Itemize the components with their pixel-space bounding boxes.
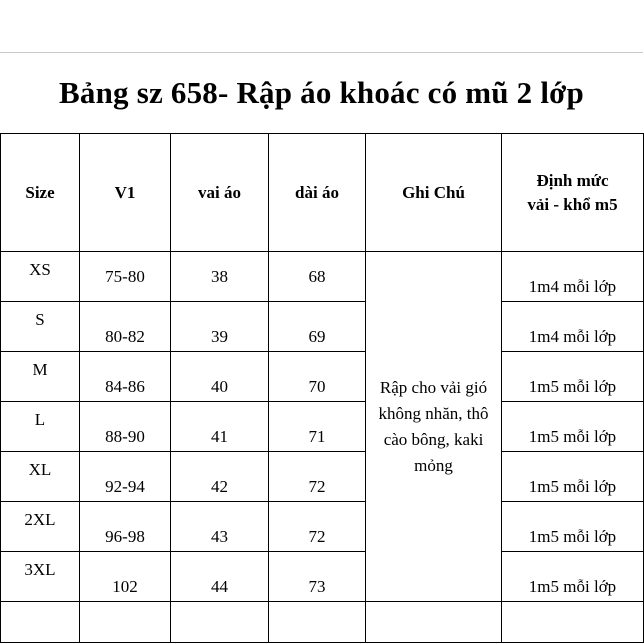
v1-cell: 102: [80, 552, 171, 602]
empty-cell: [502, 602, 644, 643]
dinh-muc-cell: 1m5 mỗi lớp: [502, 402, 644, 452]
header-dinh-muc: [502, 134, 644, 252]
header-size: Size: [1, 134, 80, 252]
size-cell: 3XL: [1, 552, 80, 602]
header-dai-ao: dài áo: [269, 134, 366, 252]
dai-cell: 68: [269, 252, 366, 302]
vai-cell: 42: [171, 452, 269, 502]
note-line: cào bông, kaki: [383, 429, 484, 449]
note-line: không nhăn, thô: [378, 403, 489, 423]
vai-cell: 44: [171, 552, 269, 602]
dai-cell: 69: [269, 302, 366, 352]
dinh-muc-cell: 1m5 mỗi lớp: [502, 452, 644, 502]
v1-cell: 88-90: [80, 402, 171, 452]
empty-row: [1, 602, 644, 643]
table-row: [1, 302, 644, 352]
v1-cell: 80-82: [80, 302, 171, 352]
size-cell: L: [1, 402, 80, 452]
v1-cell: 96-98: [80, 502, 171, 552]
dai-cell: 70: [269, 352, 366, 402]
note-line: mỏng: [414, 455, 453, 475]
empty-cell: [269, 602, 366, 643]
v1-cell: 92-94: [80, 452, 171, 502]
empty-cell: [366, 602, 502, 643]
dai-cell: 72: [269, 452, 366, 502]
header-dinh-muc-line1: Định mức: [536, 170, 609, 190]
dinh-muc-cell: 1m4 mỗi lớp: [502, 252, 644, 302]
table-row: [1, 452, 644, 502]
dinh-muc-cell: 1m4 mỗi lớp: [502, 302, 644, 352]
header-row: [1, 134, 644, 252]
size-table: [0, 133, 644, 643]
vai-cell: 40: [171, 352, 269, 402]
vai-cell: 39: [171, 302, 269, 352]
size-cell: XS: [1, 252, 80, 302]
table-row: [1, 502, 644, 552]
table-row: [1, 402, 644, 452]
size-cell: S: [1, 302, 80, 352]
header-ghi-chu: Ghi Chú: [366, 134, 502, 252]
table-row: [1, 252, 644, 302]
size-cell: 2XL: [1, 502, 80, 552]
size-cell: XL: [1, 452, 80, 502]
chart-title: Bảng sz 658- Rập áo khoác có mũ 2 lớp: [59, 74, 584, 110]
vai-cell: 41: [171, 402, 269, 452]
size-chart-sheet: [0, 52, 643, 596]
vai-cell: 38: [171, 252, 269, 302]
vai-cell: 43: [171, 502, 269, 552]
table-row: [1, 352, 644, 402]
note-line: Rập cho vải gió: [379, 377, 488, 397]
size-cell: M: [1, 352, 80, 402]
empty-cell: [171, 602, 269, 643]
empty-cell: [80, 602, 171, 643]
table-row: [1, 552, 644, 602]
dinh-muc-cell: 1m5 mỗi lớp: [502, 552, 644, 602]
note-cell: [366, 252, 502, 602]
header-vai-ao: vai áo: [171, 134, 269, 252]
header-dinh-muc-line2: vải - khổ m5: [527, 194, 618, 214]
v1-cell: 84-86: [80, 352, 171, 402]
dai-cell: 71: [269, 402, 366, 452]
dai-cell: 72: [269, 502, 366, 552]
empty-cell: [1, 602, 80, 643]
dinh-muc-cell: 1m5 mỗi lớp: [502, 502, 644, 552]
dai-cell: 73: [269, 552, 366, 602]
dinh-muc-cell: 1m5 mỗi lớp: [502, 352, 644, 402]
header-v1: V1: [80, 134, 171, 252]
v1-cell: 75-80: [80, 252, 171, 302]
